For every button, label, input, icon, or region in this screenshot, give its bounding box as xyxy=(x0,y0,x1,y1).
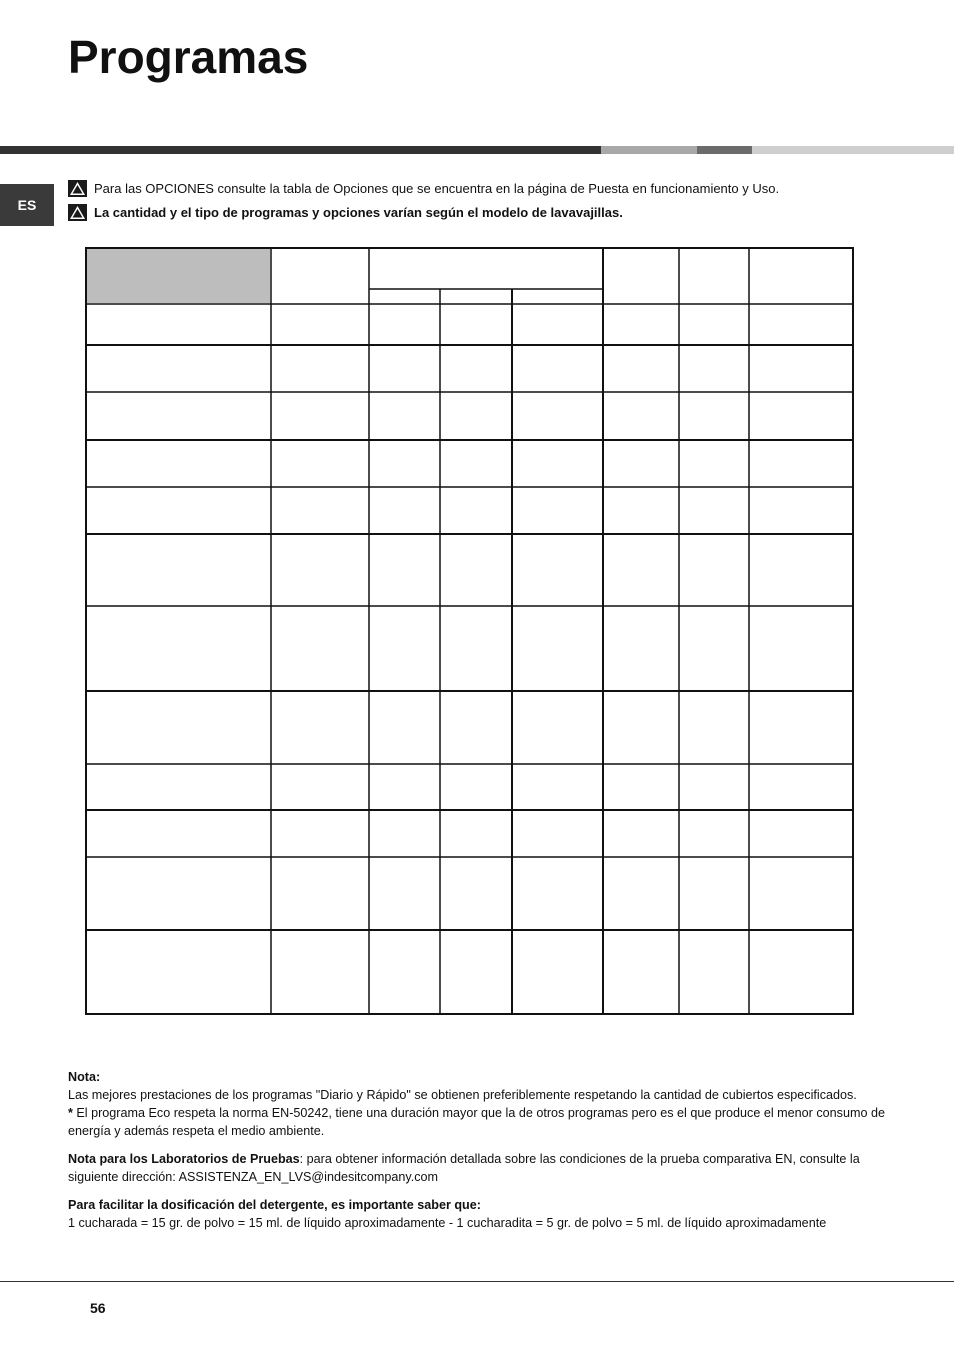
page-title: Programas xyxy=(68,31,309,83)
eco-text: El programa Eco respeta la norma EN-50242, tiene una duración mayor que la de otros programas pero es el que produce el menor consumo de energía y además respeta el medio ambiente. xyxy=(68,1106,885,1138)
language-tab: ES xyxy=(0,184,54,226)
notice-models-text: La cantidad y el tipo de programas y opciones varían según el modelo de lavavajillas. xyxy=(94,205,623,220)
dose-label: Para facilitar la dosificación del detergente, es importante saber que: xyxy=(68,1198,481,1212)
notice-options xyxy=(68,180,779,197)
eco-star: * xyxy=(68,1106,73,1120)
notice-models xyxy=(68,204,623,221)
header-band-mid xyxy=(697,146,752,154)
warning-icon xyxy=(68,204,87,221)
eco-note xyxy=(68,1104,888,1140)
lab-label: Nota para los Laboratorios de Pruebas xyxy=(68,1152,300,1166)
nota-label: Nota: xyxy=(68,1070,101,1084)
nota-text: Las mejores prestaciones de los programas "Diario y Rápido" se obtienen preferiblemente respetando la cantidad de cubiertos especificados. xyxy=(68,1088,857,1102)
notice-options-text: Para las OPCIONES consulte la tabla de Opciones que se encuentra en la página de Puesta en funcionamiento y Uso. xyxy=(94,181,780,196)
lab-text: : para obtener información detallada sobre las condiciones de la prueba comparativa EN, consulte la siguiente dirección: ASSISTENZA_EN_LVS@indesitcompany.com xyxy=(68,1152,860,1184)
header-band-grey xyxy=(601,146,697,154)
footer-rule xyxy=(0,1281,954,1282)
table-header-shaded-cell xyxy=(87,249,270,303)
header-band-dark xyxy=(0,146,601,154)
dose-text: 1 cucharada = 15 gr. de polvo = 15 ml. de líquido aproximadamente - 1 cucharadita = 5 gr. de polvo = 5 ml. de líquido aproximadamente xyxy=(68,1216,827,1230)
header-band-light xyxy=(752,146,954,154)
lab-note xyxy=(68,1150,888,1186)
notes-section xyxy=(68,1068,888,1232)
warning-icon xyxy=(68,180,87,197)
page-number: 56 xyxy=(90,1300,106,1316)
